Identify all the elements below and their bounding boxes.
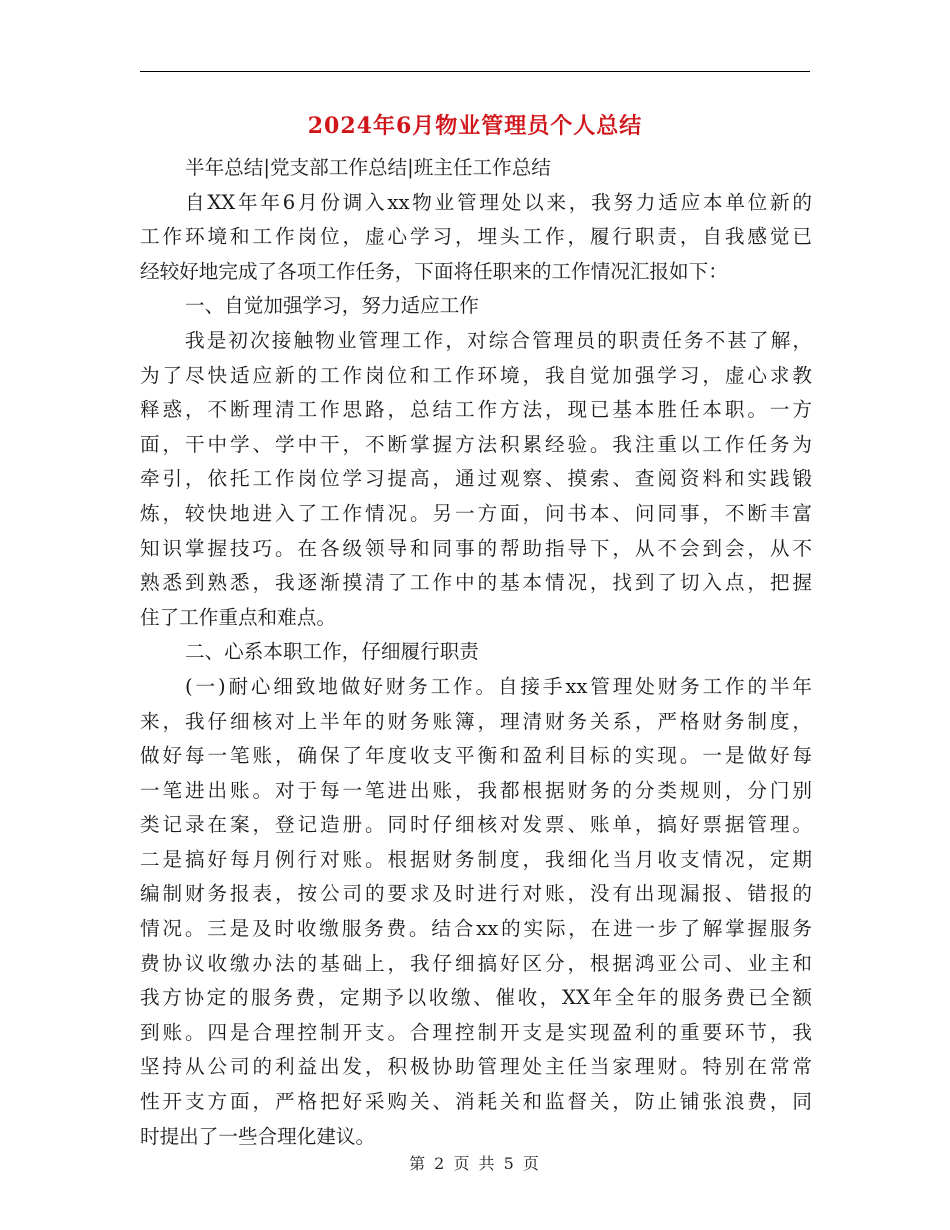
header-rule (140, 71, 810, 72)
body-line: 我方协定的服务费，定期予以收缴、催收，XX年全年的服务费已全额 (140, 986, 812, 1010)
body-line: 坚持从公司的利益出发，积极协助管理处主任当家理财。特别在常常 (140, 1055, 812, 1079)
section-heading: 一、自觉加强学习，努力适应工作 (185, 294, 479, 318)
body-line: 一笔进出账。对于每一笔进出账，我都根据财务的分类规则，分门别 (140, 778, 812, 802)
body-line: 时提出了一些合理化建议。 (140, 1124, 376, 1148)
body-line: 我是初次接触物业管理工作，对综合管理员的职责任务不甚了解， (185, 328, 812, 352)
body-line: 半年总结|党支部工作总结|班主任工作总结 (185, 156, 551, 179)
body-line: 牵引，依托工作岗位学习提高，通过观察、摸索、查阅资料和实践锻 (140, 467, 812, 491)
body-line: 住了工作重点和难点。 (140, 605, 336, 629)
body-line: 到账。四是合理控制开支。合理控制开支是实现盈利的重要环节，我 (140, 1020, 812, 1044)
body-line: 为了尽快适应新的工作岗位和工作环境，我自觉加强学习，虚心求教 (140, 363, 812, 387)
body-line: 费协议收缴办法的基础上，我仔细搞好区分，根据鸿亚公司、业主和 (140, 951, 812, 975)
body-line: 编制财务报表，按公司的要求及时进行对账，没有出现漏报、错报的 (140, 882, 812, 906)
body-line: 工作环境和工作岗位，虚心学习，埋头工作，履行职责，自我感觉已 (140, 225, 812, 249)
body-line: 来，我仔细核对上半年的财务账簿，理清财务关系，严格财务制度， (140, 709, 812, 733)
body-line: 炼，较快地进入了工作情况。另一方面，问书本、问同事，不断丰富 (140, 501, 812, 525)
body-line: (一)耐心细致地做好财务工作。自接手xx管理处财务工作的半年 (185, 674, 812, 698)
body-line: 自XX年年6月份调入xx物业管理处以来，我努力适应本单位新的 (185, 190, 812, 214)
document-body (140, 151, 812, 1154)
section-heading: 二、心系本职工作，仔细履行职责 (185, 640, 479, 664)
page-number-footer: 第 2 页 共 5 页 (409, 1154, 541, 1173)
body-line: 情况。三是及时收缴服务费。结合xx的实际，在进一步了解掌握服务 (140, 917, 812, 941)
body-line: 释惑，不断理清工作思路，总结工作方法，现已基本胜任本职。一方 (140, 398, 812, 422)
body-line: 熟悉到熟悉，我逐渐摸清了工作中的基本情况，找到了切入点，把握 (140, 571, 812, 595)
body-line: 面，干中学、学中干，不断掌握方法积累经验。我注重以工作任务为 (140, 432, 812, 456)
body-line: 类记录在案，登记造册。同时仔细核对发票、账单，搞好票据管理。 (140, 813, 812, 837)
body-line: 二是搞好每月例行对账。根据财务制度，我细化当月收支情况，定期 (140, 847, 812, 871)
document-title: 2024年6月物业管理员个人总结 (307, 113, 643, 139)
body-line: 做好每一笔账，确保了年度收支平衡和盈利目标的实现。一是做好每 (140, 744, 812, 768)
body-line: 经较好地完成了各项工作任务，下面将任职来的工作情况汇报如下： (140, 259, 728, 283)
body-line: 知识掌握技巧。在各级领导和同事的帮助指导下，从不会到会，从不 (140, 536, 812, 560)
body-line: 性开支方面，严格把好采购关、消耗关和监督关，防止铺张浪费，同 (140, 1090, 812, 1114)
